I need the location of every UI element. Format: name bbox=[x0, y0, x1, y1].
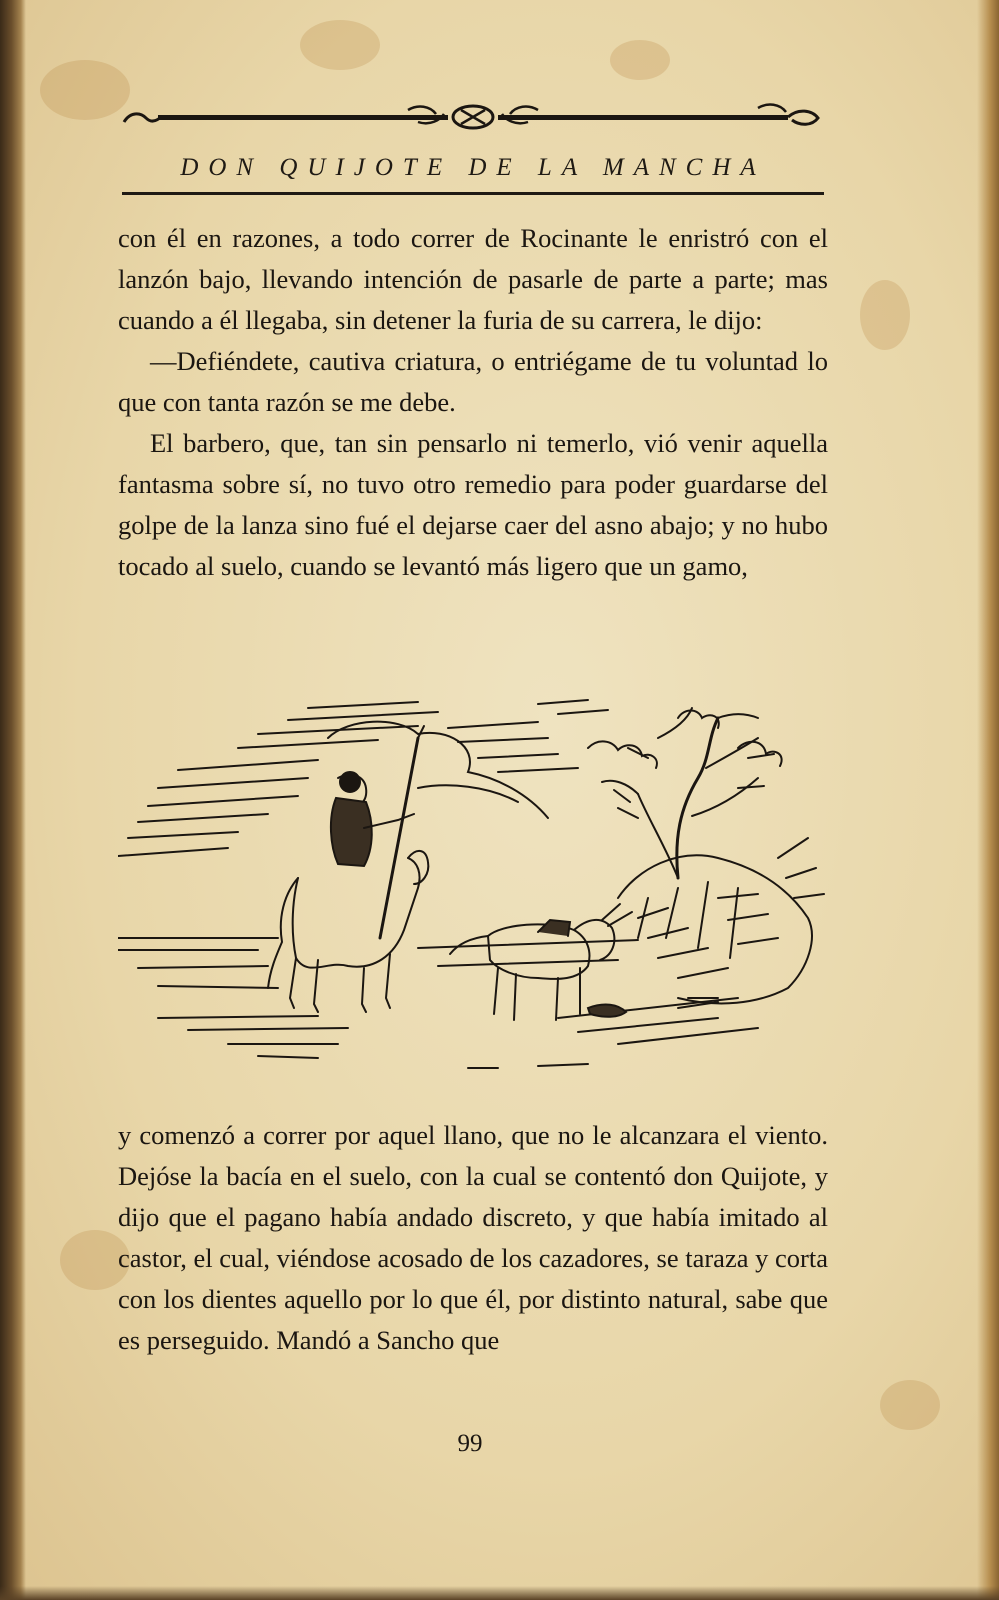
page-number: 99 bbox=[457, 1430, 483, 1457]
book-spine-shadow bbox=[0, 0, 26, 1600]
foxing-stain bbox=[880, 1380, 940, 1430]
running-head-title: DON QUIJOTE DE LA MANCHA bbox=[180, 154, 766, 181]
foxing-stain bbox=[860, 280, 910, 350]
foxing-stain bbox=[40, 60, 130, 120]
paragraph: y comenzó a correr por aquel llano, que no le alcanzara el viento. Dejóse la bacía en el suelo, con la cual se contentó don Quijote, y dijo que el pagano había andado discreto, y que había imitado al castor, el cual, viéndose acosado de los cazadores, se taraza y corta con los dientes aquello por lo que él, por distinto natural, sabe que es perseguido. Mandó a Sancho que bbox=[118, 1120, 828, 1355]
header-rule bbox=[122, 192, 824, 195]
paragraph: El barbero, que, tan sin pensarlo ni temerlo, vió venir aquella fantasma sobre sí, no tuvo otro remedio para poder guardarse del golpe de la lanza sino fué el dejarse caer del asno abajo; y no hubo tocado al suelo, cuando se levantó más ligero que un gamo, bbox=[118, 428, 828, 581]
paragraph: con él en razones, a todo correr de Rocinante le enristró con el lanzón bajo, llevando intención de pasarle de parte a parte; mas cuando a él llegaba, sin detener la furia de su carrera, le dijo: bbox=[118, 223, 828, 335]
foxing-stain bbox=[610, 40, 670, 80]
paragraph: —Defiéndete, cautiva criatura, o entriégame de tu voluntad lo que con tanta razón se me debe. bbox=[118, 346, 828, 417]
foxing-stain bbox=[300, 20, 380, 70]
decorative-header-ornament bbox=[118, 100, 828, 136]
body-text-bottom bbox=[118, 1115, 828, 1361]
engraving-illustration bbox=[118, 698, 828, 1088]
page-edge-bottom bbox=[0, 1586, 999, 1600]
page-edge-right bbox=[977, 0, 999, 1600]
body-text-top bbox=[118, 218, 828, 587]
